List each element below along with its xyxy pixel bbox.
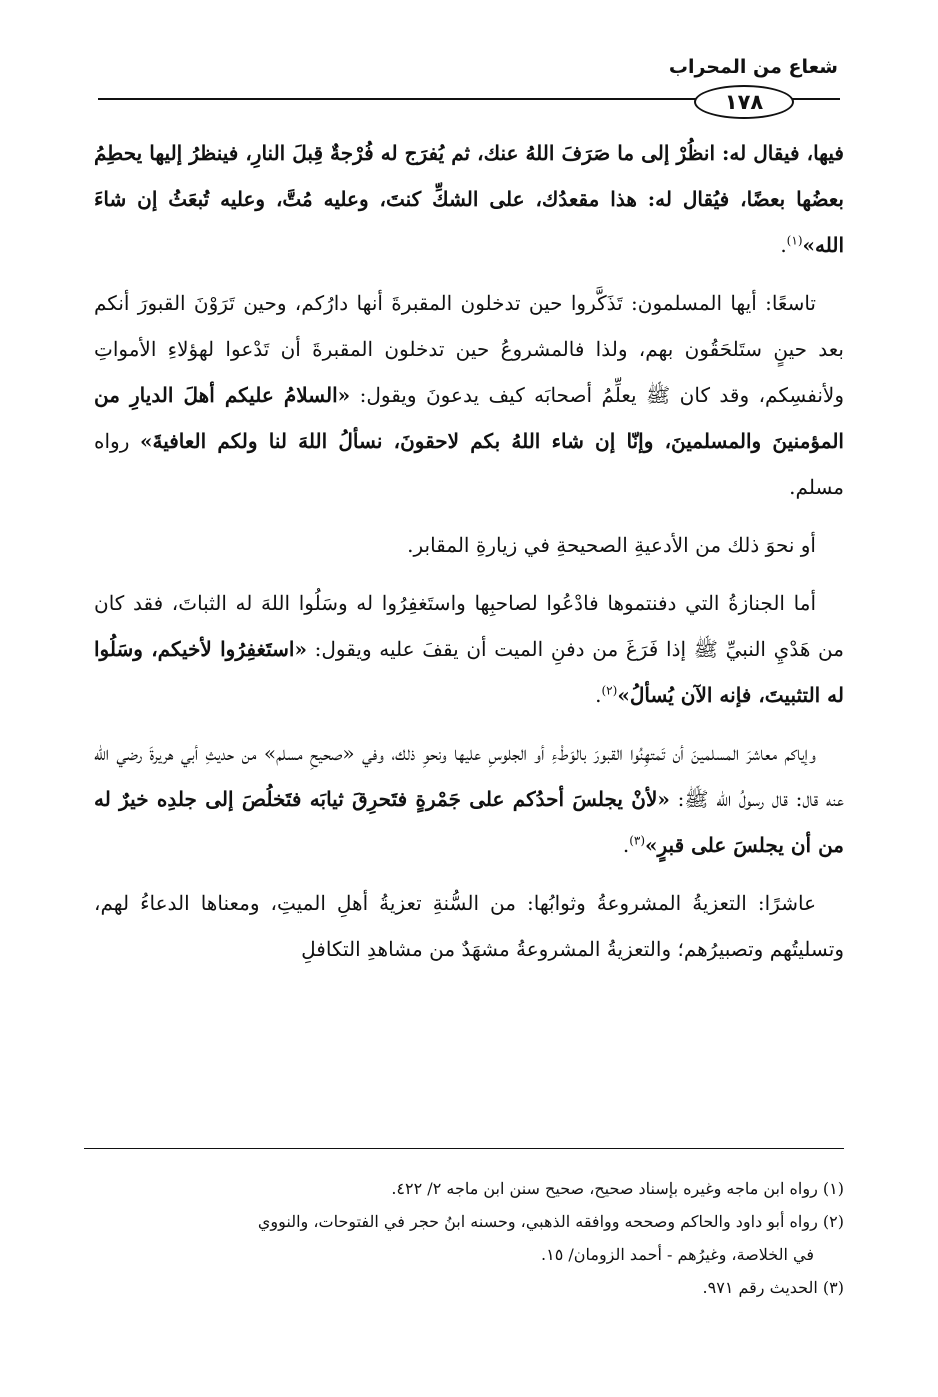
paragraph-3: أو نحوَ ذلك من الأدعيةِ الصحيحةِ في زيارةِ المقابر. [407, 533, 816, 557]
paragraph-text: أما الجنازةُ التي دفنتموها فادْعُوا لصاحبِها واستَغفِرُوا له وسَلُوا اللهَ له الثباتَ، فقد كان من هَدْيِ النبيِّ ﷺ إذا فَرَغَ من دفنِ الميت أن يقفَ عليه ويقول: [94, 591, 844, 661]
footnote-2-continued: في الخلاصة، وغيرُهم - أحمد الزومان/ ١٥. [541, 1245, 814, 1264]
punctuation: . [622, 833, 630, 857]
running-header-title: شعاع من المحراب [668, 56, 838, 78]
punctuation: . [780, 233, 787, 257]
paragraph-1 [94, 130, 844, 268]
footnote-1: (١) رواه ابن ماجه وغيره بإسناد صحيح، صحيح سنن ابن ماجه ٢/ ٤٢٢. [391, 1179, 844, 1198]
punctuation: . [595, 683, 602, 707]
main-text [94, 130, 844, 984]
hadith-quote: فيها، فيقال له: انظُرْ إلى ما صَرَفَ اللهُ عنك، ثم يُفرَج له فُرْجةٌ قِبلَ النارِ، فينظرُ إليها يحطِمُ بعضُها بعضًا، فيُقال له: هذا مقعدُك، على الشكِّ كنتَ، وعليه مُتَّ، وعليه تُبعَثُ إن شاءَ الله» [94, 141, 844, 257]
footnote-rule [84, 1148, 844, 1149]
hadith-quote: «لأنْ يجلسَ أحدُكم على جَمْرةٍ فتَحرِقَ ثيابَه فتَخلُصَ إلى جلدِه خيرٌ له من أن يجلسَ على قبرٍ» [94, 787, 844, 857]
footnote-ref-1: (١) [786, 233, 803, 248]
paragraph-text: تاسعًا: أيها المسلمون: تَذَكَّروا حين تدخلون المقبرةَ أنها دارُكم، وحين تَرَوْنَ القبورَ أنكم بعد حينٍ ستَلحَقُون بهم، ولذا فالمشروعُ حين تدخلون المقبرةَ أن تَدْعوا لهؤلاءِ الأمواتِ ولأنفسِكم، وقد كان ﷺ يعلِّمُ أصحابَه كيف يدعونَ ويقول: [94, 291, 844, 407]
paragraph-4 [94, 580, 844, 718]
paragraph-2 [94, 280, 844, 510]
page-number-badge: ١٧٨ [694, 85, 794, 119]
footnotes [84, 1172, 844, 1304]
footnote-ref-3: (٣) [629, 833, 646, 848]
paragraph-text: وإياكم معاشرَ المسلمينَ أن تَمتهِنُوا القبورَ بالوَطْءِ أو الجلوسِ عليها ونحوِ ذلك، وفي «صحيحِ مسلم» من حديثِ أبي هريرةَ رضي الله عنه قال: قال رسولُ الله ﷺ: [94, 741, 844, 811]
footnote-3: (٣) الحديث رقم ٩٧١. [702, 1278, 844, 1297]
paragraph-text: رواه مسلم. [94, 429, 844, 499]
paragraph-5 [94, 730, 844, 868]
footnote-ref-2: (٢) [601, 683, 618, 698]
hadith-quote: «السلامُ عليكم أهلَ الديارِ من المؤمنينَ والمسلمينَ، وإنّا إن شاء اللهُ بكم لاحقونَ، نسألُ اللهَ لنا ولكم العافيةَ» [94, 383, 844, 453]
footnote-2: (٢) رواه أبو داود والحاكم وصححه ووافقه الذهبي، وحسنه ابنُ حجر في الفتوحات، والنووي [257, 1212, 844, 1231]
hadith-quote: «استَغفِرُوا لأخيكم، وسَلُوا له التثبيتَ، فإنه الآن يُسألُ» [94, 637, 844, 707]
paragraph-6: عاشرًا: التعزيةُ المشروعةُ وثوابُها: من السُّنةِ تعزيةُ أهلِ الميتِ، ومعناها الدعاءُ لهم، وتسليتُهم وتصبيرُهم؛ والتعزيةُ المشروعةُ مشهَدٌ من مشاهدِ التكافلِ [94, 891, 844, 961]
